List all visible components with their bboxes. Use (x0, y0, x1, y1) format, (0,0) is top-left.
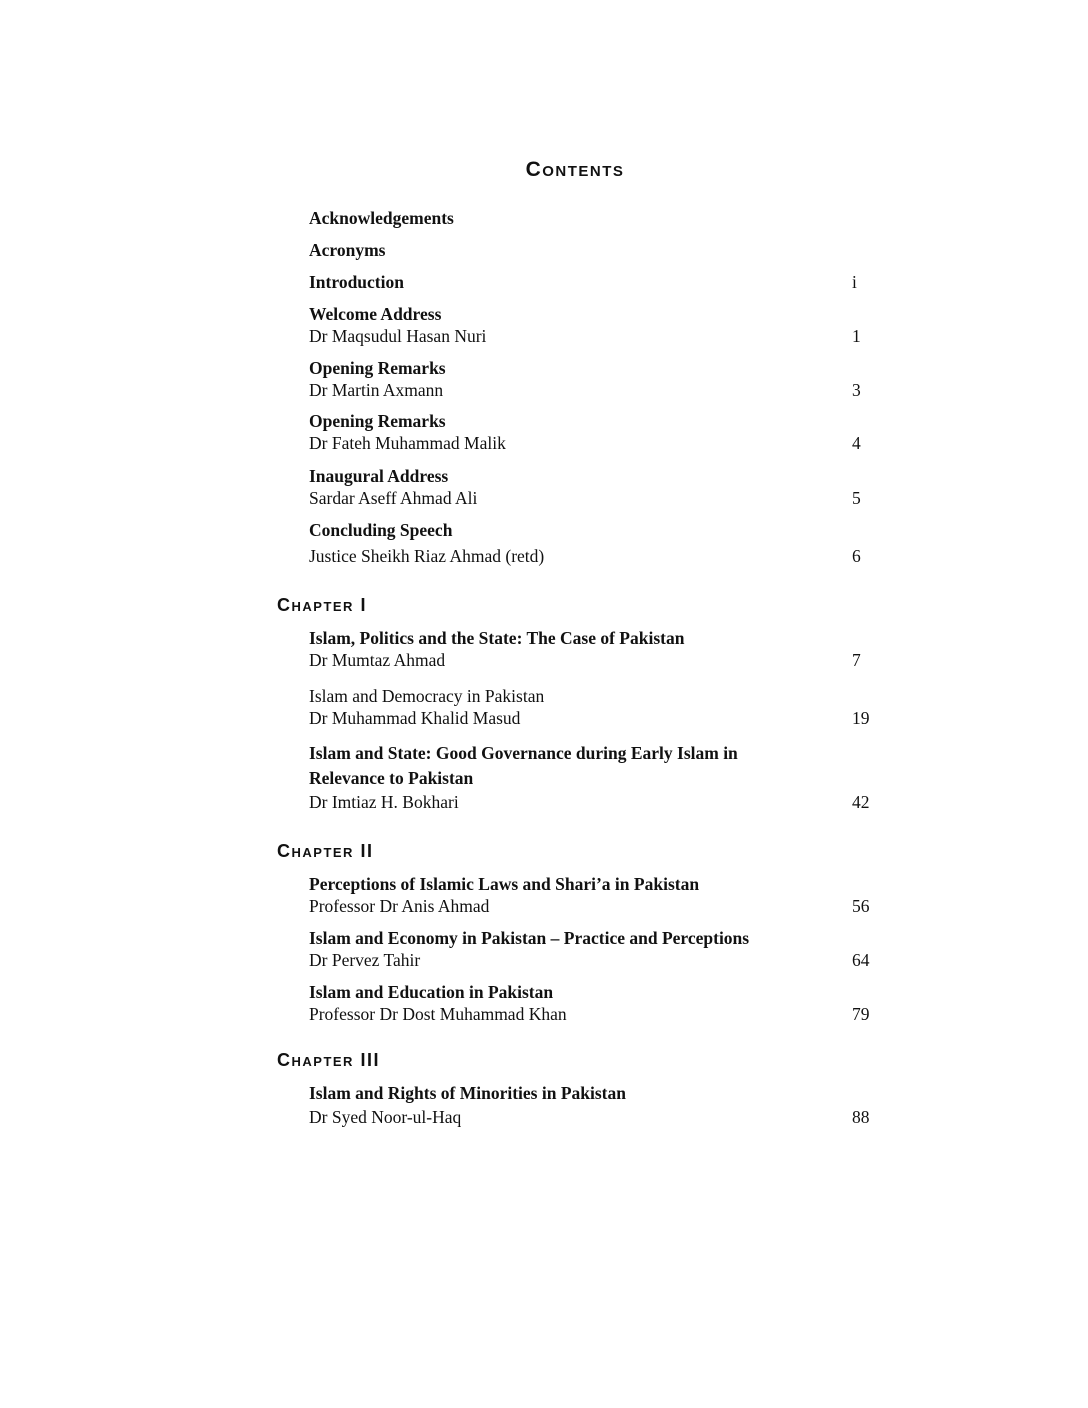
toc-page-welcome: 1 (852, 326, 861, 346)
toc-entry-ch1-1-author: Dr Mumtaz Ahmad (309, 650, 446, 670)
toc-entry-ch2-2-title[interactable]: Islam and Economy in Pakistan – Practice and Perceptions (309, 928, 750, 948)
toc-entry-opening2-author: Dr Fateh Muhammad Malik (309, 433, 506, 453)
chapter-3-heading: Chapter III (277, 1050, 380, 1070)
toc-entry-inaugural-author: Sardar Aseff Ahmad Ali (309, 488, 478, 508)
toc-page-inaugural: 5 (852, 488, 861, 508)
toc-entry-ch1-2-title[interactable]: Islam and Democracy in Pakistan (309, 686, 545, 706)
toc-entry-concluding-author: Justice Sheikh Riaz Ahmad (retd) (309, 546, 545, 566)
toc-page-ch2-3: 79 (852, 1004, 870, 1024)
contents-heading: Contents (525, 158, 625, 181)
toc-entry-ch2-2-author: Dr Pervez Tahir (309, 950, 421, 970)
toc-page-ch1-1: 7 (852, 650, 861, 670)
toc-page-ch2-2: 64 (852, 950, 870, 970)
chapter-1-heading: Chapter I (277, 595, 367, 615)
toc-entry-ch1-3-author: Dr Imtiaz H. Bokhari (309, 792, 459, 812)
toc-entry-welcome-title[interactable]: Welcome Address (309, 304, 442, 324)
toc-entry-opening1-title[interactable]: Opening Remarks (309, 358, 446, 378)
toc-page-introduction: i (852, 272, 857, 292)
toc-entry-ch2-1-author: Professor Dr Anis Ahmad (309, 896, 490, 916)
toc-page-opening2: 4 (852, 433, 861, 453)
toc-entry-welcome-author: Dr Maqsudul Hasan Nuri (309, 326, 487, 346)
toc-entry-opening2-title[interactable]: Opening Remarks (309, 411, 446, 431)
toc-page-concluding: 6 (852, 546, 861, 566)
toc-entry-ch1-3-title-line2[interactable]: Relevance to Pakistan (309, 768, 474, 788)
toc-page-ch1-3: 42 (852, 792, 870, 812)
toc-entry-ch2-1-title[interactable]: Perceptions of Islamic Laws and Shari’a in Pakistan (309, 874, 700, 894)
toc-page-ch2-1: 56 (852, 896, 870, 916)
toc-entry-ch3-1-title[interactable]: Islam and Rights of Minorities in Pakistan (309, 1083, 626, 1103)
chapter-2-heading: Chapter II (277, 841, 374, 861)
toc-entry-inaugural-title[interactable]: Inaugural Address (309, 466, 449, 486)
toc-entry-concluding-title[interactable]: Concluding Speech (309, 520, 453, 540)
toc-entry-acknowledgements[interactable]: Acknowledgements (309, 208, 454, 228)
toc-page-opening1: 3 (852, 380, 861, 400)
toc-entry-ch1-1-title[interactable]: Islam, Politics and the State: The Case of Pakistan (309, 628, 685, 648)
toc-entry-opening1-author: Dr Martin Axmann (309, 380, 444, 400)
toc-page-ch3-1: 88 (852, 1107, 870, 1127)
toc-entry-ch1-2-author: Dr Muhammad Khalid Masud (309, 708, 521, 728)
toc-page-ch1-2: 19 (852, 708, 870, 728)
toc-entry-ch2-3-title[interactable]: Islam and Education in Pakistan (309, 982, 554, 1002)
toc-entry-ch3-1-author: Dr Syed Noor-ul-Haq (309, 1107, 462, 1127)
toc-entry-ch2-3-author: Professor Dr Dost Muhammad Khan (309, 1004, 567, 1024)
toc-entry-introduction[interactable]: Introduction (309, 272, 404, 292)
toc-entry-acronyms[interactable]: Acronyms (309, 240, 386, 260)
toc-entry-ch1-3-title-line1[interactable]: Islam and State: Good Governance during Early Islam in (309, 743, 738, 763)
